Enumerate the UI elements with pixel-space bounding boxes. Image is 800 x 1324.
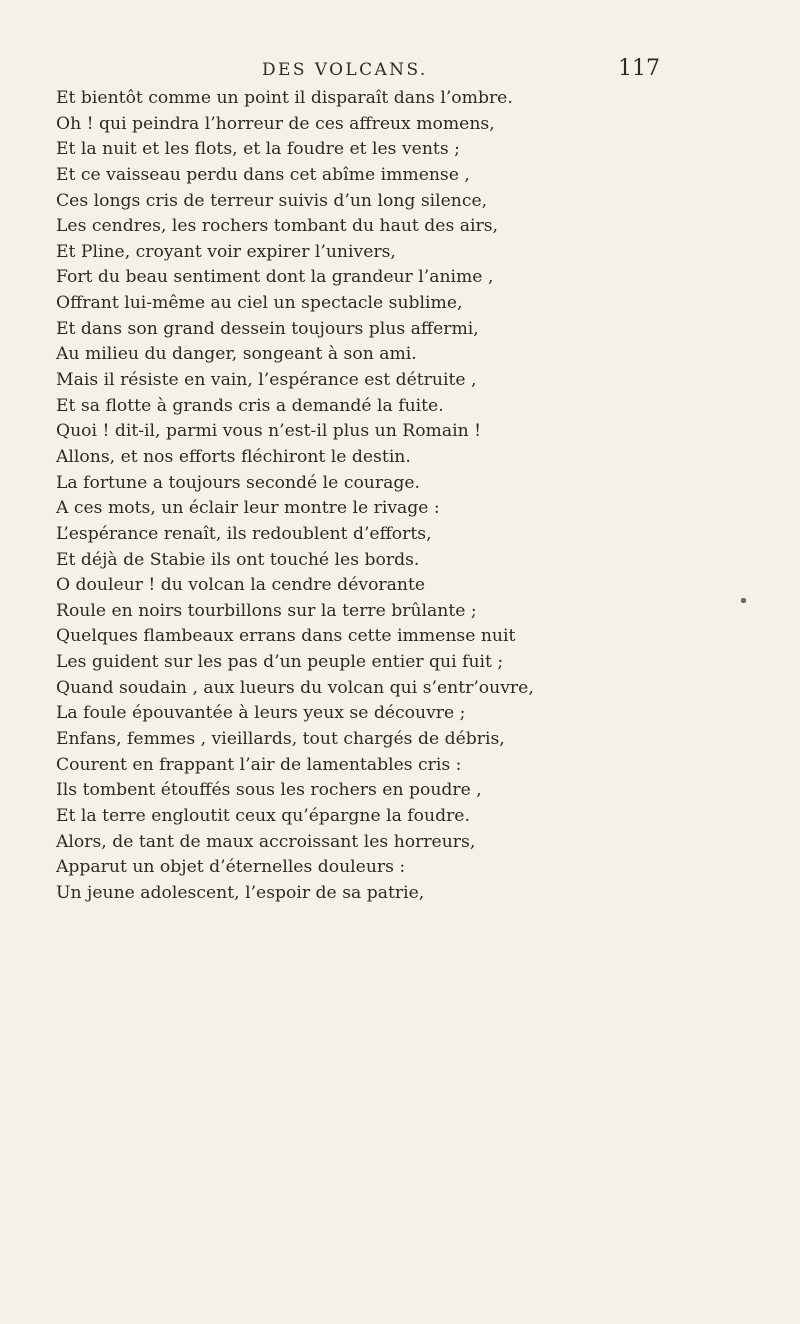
- verse-line: Et déjà de Stabie ils ont touché les bords.: [56, 549, 420, 570]
- verse-line: Et la nuit et les flots, et la foudre et les vents ;: [56, 139, 460, 160]
- verse-line: Au milieu du danger, songeant à son ami.: [56, 344, 417, 365]
- verse-line: Offrant lui-même au ciel un spectacle sublime,: [56, 293, 463, 314]
- verse-line: Apparut un objet d’éternelles douleurs :: [56, 857, 406, 878]
- ink-spot: [741, 598, 746, 603]
- verse-line: Les cendres, les rochers tombant du haut des airs,: [56, 216, 498, 237]
- verse-line: Allons, et nos efforts fléchiront le destin.: [56, 446, 411, 467]
- verse-line: Et dans son grand dessein toujours plus affermi,: [56, 318, 479, 339]
- verse-line: Mais il résiste en vain, l’espérance est détruite ,: [56, 370, 477, 391]
- verse-line: La foule épouvantée à leurs yeux se découvre ;: [56, 703, 466, 724]
- verse-line: Quelques flambeaux errans dans cette immense nuit: [56, 626, 516, 647]
- verse-line: Fort du beau sentiment dont la grandeur l’anime ,: [56, 267, 494, 288]
- verse-line: Et bientôt comme un point il disparaît dans l’ombre.: [56, 88, 513, 108]
- verse-line: Roule en noirs tourbillons sur la terre brûlante ;: [56, 600, 477, 621]
- verse-line: Un jeune adolescent, l’espoir de sa patrie,: [56, 882, 425, 903]
- verse-line: Ils tombent étouffés sous les rochers en poudre ,: [56, 780, 482, 801]
- verse-line: Alors, de tant de maux accroissant les horreurs,: [56, 831, 476, 852]
- verse-line: O douleur ! du volcan la cendre dévorante: [56, 575, 426, 596]
- verse-line: Et Pline, croyant voir expirer l’univers,: [56, 241, 396, 262]
- verse-line: Quand soudain , aux lueurs du volcan qui s’entr’ouvre,: [56, 677, 534, 698]
- verse-line: Et ce vaisseau perdu dans cet abîme immense ,: [56, 164, 470, 185]
- page-number: 117: [618, 56, 660, 81]
- running-title: DES VOLCANS.: [262, 60, 428, 80]
- poem-text: [56, 86, 780, 907]
- verse-line: Enfans, femmes , vieillards, tout chargés de débris,: [56, 729, 505, 750]
- verse-line: Ces longs cris de terreur suivis d’un long silence,: [56, 190, 488, 211]
- verse-line: Quoi ! dit-il, parmi vous n’est-il plus un Romain !: [56, 421, 482, 442]
- verse-line: Et sa flotte à grands cris a demandé la fuite.: [56, 395, 444, 416]
- verse-line: Courent en frappant l’air de lamentables cris :: [56, 754, 462, 775]
- verse-line: L’espérance renaît, ils redoublent d’efforts,: [56, 523, 432, 544]
- verse-line: La fortune a toujours secondé le courage.: [56, 472, 420, 493]
- verse-line: Et la terre engloutit ceux qu’épargne la foudre.: [56, 805, 470, 826]
- verse-line: Oh ! qui peindra l’horreur de ces affreux momens,: [56, 113, 495, 134]
- verse-line: Les guident sur les pas d’un peuple entier qui fuit ;: [56, 652, 504, 673]
- verse-line: A ces mots, un éclair leur montre le rivage :: [56, 498, 440, 519]
